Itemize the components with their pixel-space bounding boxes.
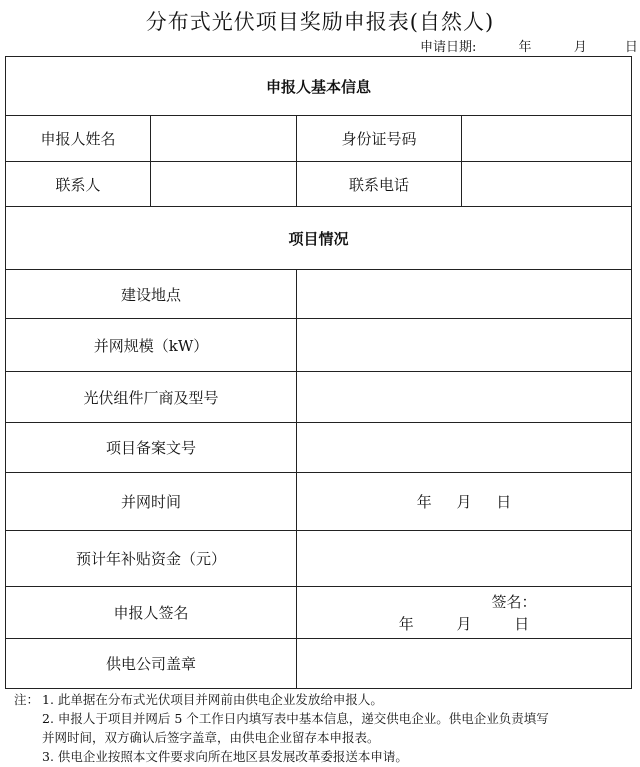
grid-time-day: 日 <box>496 493 512 511</box>
apply-date-year: 年 <box>518 40 532 55</box>
signature-sign-line <box>297 591 631 613</box>
application-table <box>5 56 632 689</box>
grid-scale-cell[interactable] <box>297 319 632 372</box>
apply-date <box>420 36 638 55</box>
notes <box>14 690 634 766</box>
seal-cell[interactable] <box>297 639 632 689</box>
phone-cell[interactable] <box>462 162 632 207</box>
grid-time-year: 年 <box>416 493 432 511</box>
contact-cell[interactable] <box>151 162 297 207</box>
note-1: 1. 此单据在分布式光伏项目并网前由供电企业发放给申报人。 <box>42 692 383 707</box>
grid-scale-label: 并网规模（kW） <box>6 319 297 372</box>
module-label: 光伏组件厂商及型号 <box>6 372 297 423</box>
note-2-cont: 并网时间，双方确认后签字盖章，由供电企业留存本申报表。 <box>42 730 380 745</box>
notes-label: 注： <box>14 692 40 707</box>
seal-label: 供电公司盖章 <box>6 639 297 689</box>
site-cell[interactable] <box>297 270 632 319</box>
signature-day: 日 <box>514 614 530 633</box>
site-label: 建设地点 <box>6 270 297 319</box>
grid-time-cell[interactable] <box>297 473 632 531</box>
grid-time-month: 月 <box>456 493 472 511</box>
applicant-name-label: 申报人姓名 <box>6 116 151 162</box>
filing-number-cell[interactable] <box>297 423 632 473</box>
signature-cell[interactable] <box>297 587 632 639</box>
applicant-name-cell[interactable] <box>151 116 297 162</box>
contact-label: 联系人 <box>6 162 151 207</box>
project-info-header: 项目情况 <box>6 207 632 270</box>
note-3: 3. 供电企业按照本文件要求向所在地区县发展改革委报送本申请。 <box>42 749 408 764</box>
subsidy-label: 预计年补贴资金（元） <box>6 531 297 587</box>
id-number-label: 身份证号码 <box>297 116 462 162</box>
form-title: 分布式光伏项目奖励申报表(自然人) <box>145 10 495 34</box>
signature-year: 年 <box>398 614 414 633</box>
apply-date-month: 月 <box>573 40 587 55</box>
signature-label: 申报人签名 <box>6 587 297 639</box>
filing-number-label: 项目备案文号 <box>6 423 297 473</box>
signature-date-line <box>297 613 631 635</box>
signature-month: 月 <box>456 614 472 633</box>
module-cell[interactable] <box>297 372 632 423</box>
note-2: 2. 申报人于项目并网后 5 个工作日内填写表中基本信息，递交供电企业。供电企业负责填写 <box>42 711 549 726</box>
basic-info-header: 申报人基本信息 <box>6 57 632 116</box>
phone-label: 联系电话 <box>297 162 462 207</box>
grid-time-label: 并网时间 <box>6 473 297 531</box>
id-number-cell[interactable] <box>462 116 632 162</box>
subsidy-cell[interactable] <box>297 531 632 587</box>
signature-sign-label: 签名： <box>491 592 537 611</box>
apply-date-label: 申请日期: <box>420 40 477 55</box>
apply-date-day: 日 <box>624 40 638 55</box>
